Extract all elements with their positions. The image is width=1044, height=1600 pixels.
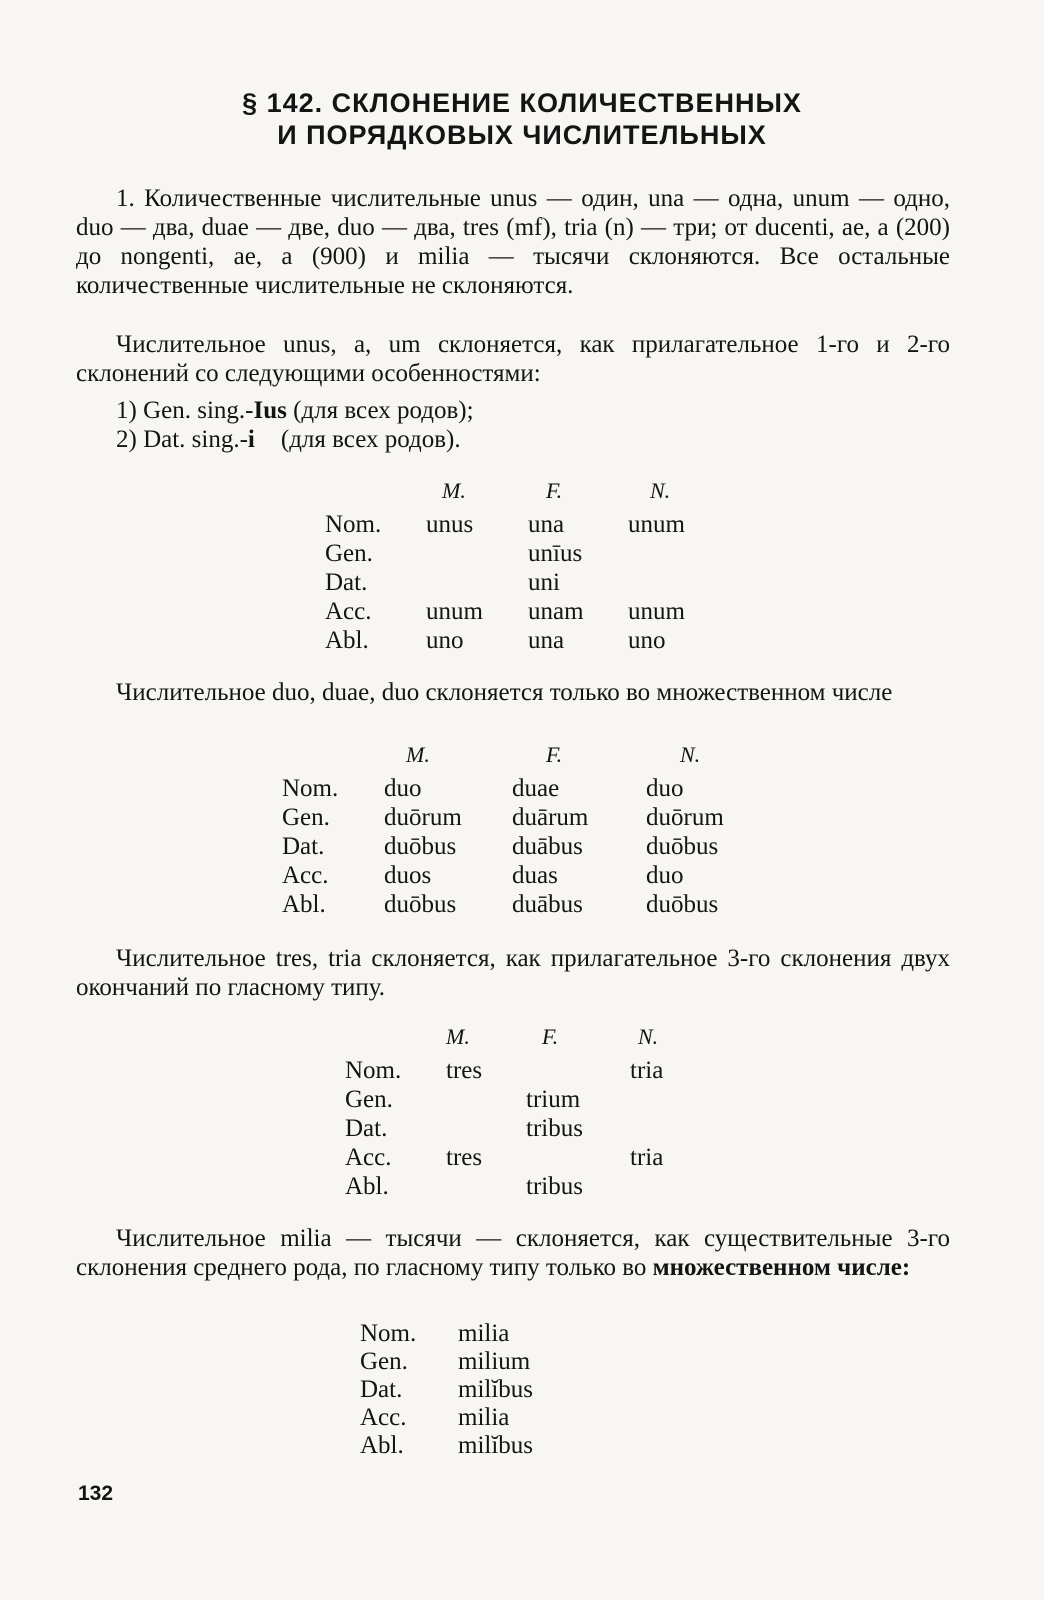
declension-form: duo <box>646 862 684 889</box>
declension-form: tres <box>446 1144 483 1171</box>
section-title-line-2: И ПОРЯДКОВЫХ ЧИСЛИТЕЛЬНЫХ <box>277 120 767 150</box>
declension-form: unum <box>426 598 483 625</box>
declension-form: uno <box>426 627 464 654</box>
case-label: Abl. <box>345 1173 389 1200</box>
declension-form: unus <box>426 511 474 538</box>
declension-form: duārum <box>512 804 589 831</box>
rule-2: 2) Dat. sing.-i (для всех родов). <box>116 426 461 453</box>
column-header: F. <box>546 742 563 767</box>
case-label: Abl. <box>282 891 326 918</box>
declension-form: uni <box>528 569 560 596</box>
declension-form: tres <box>446 1057 483 1084</box>
declension-form: unum <box>628 598 685 625</box>
declension-form: milĭbus <box>458 1376 534 1403</box>
case-label: Nom. <box>282 775 339 802</box>
declension-form: duos <box>384 862 432 889</box>
tres-paragraph <box>76 944 950 1002</box>
declension-form: duōbus <box>384 891 457 918</box>
case-label: Dat. <box>282 833 325 860</box>
case-label: Dat. <box>345 1115 388 1142</box>
page-number: 132 <box>78 1482 114 1505</box>
column-header: N. <box>638 1024 659 1049</box>
case-label: Gen. <box>282 804 330 831</box>
column-header: F. <box>546 478 563 503</box>
declension-form: duōbus <box>384 833 457 860</box>
duo-paragraph-text: Числительное duo, duae, duo склоняется только во множественном числе <box>116 679 893 706</box>
case-label: Nom. <box>345 1057 402 1084</box>
case-label: Gen. <box>325 540 373 567</box>
declension-form: milia <box>458 1320 510 1347</box>
milia-paragraph-bold: множественном числе: <box>652 1254 911 1281</box>
intro-paragraph-1 <box>76 184 950 300</box>
milia-paragraph-text: Числительное milia — тысячи — склоняется, как существительные 3-го склонения среднего рода, по гласному типу только во <box>76 1225 950 1281</box>
declension-form: duas <box>512 862 558 889</box>
duo-paragraph <box>76 678 950 707</box>
declension-form: unam <box>528 598 584 625</box>
declension-form: una <box>528 627 565 654</box>
declension-form: tribus <box>526 1115 583 1142</box>
declension-form: milĭbus <box>458 1432 534 1459</box>
case-label: Gen. <box>360 1348 408 1375</box>
column-header: N. <box>650 478 671 503</box>
milia-paragraph <box>76 1224 950 1282</box>
case-label: Acc. <box>345 1144 392 1171</box>
column-header: M. <box>446 1024 470 1049</box>
case-label: Acc. <box>325 598 372 625</box>
declension-form: duābus <box>512 833 583 860</box>
case-label: Abl. <box>325 627 369 654</box>
case-label: Nom. <box>360 1320 417 1347</box>
declension-form: duōbus <box>646 833 719 860</box>
case-label: Dat. <box>360 1376 403 1403</box>
declension-form: trium <box>526 1086 581 1113</box>
declension-form: duo <box>646 775 684 802</box>
declension-form: duābus <box>512 891 583 918</box>
case-label: Gen. <box>345 1086 393 1113</box>
declension-form: unīus <box>528 540 583 567</box>
declension-form: duōbus <box>646 891 719 918</box>
intro-paragraph-2 <box>76 330 950 388</box>
case-label: Acc. <box>360 1404 407 1431</box>
declension-form: tria <box>630 1144 664 1171</box>
declension-form: tria <box>630 1057 664 1084</box>
declension-form: uno <box>628 627 666 654</box>
declension-form: duōrum <box>384 804 462 831</box>
declension-form: una <box>528 511 565 538</box>
case-label: Dat. <box>325 569 368 596</box>
declension-form: unum <box>628 511 685 538</box>
declension-form: milia <box>458 1404 510 1431</box>
case-label: Abl. <box>360 1432 404 1459</box>
declension-form: duae <box>512 775 560 802</box>
intro-paragraph-2-text: Числительное unus, a, um склоняется, как прилагательное 1-го и 2-го склонений со следующими особенностями: <box>76 331 950 387</box>
case-label: Nom. <box>325 511 382 538</box>
case-label: Acc. <box>282 862 329 889</box>
declension-form: duōrum <box>646 804 724 831</box>
column-header: M. <box>442 478 466 503</box>
rule-1: 1) Gen. sing.-Ius (для всех родов); <box>116 397 474 424</box>
tres-paragraph-text: Числительное tres, tria склоняется, как прилагательное 3-го склонения двух окончаний по гласному типу. <box>76 945 950 1001</box>
column-header: F. <box>542 1024 559 1049</box>
column-header: N. <box>680 742 701 767</box>
intro-paragraph-1-text: 1. Количественные числительные unus — один, una — одна, unum — одно, duo — два, duae — две, duo — два, tres (mf), tria (n) — три; от ducenti, ae, a (200) до nongenti, ae, a (900) и milia — тысячи склоняются. Все остальные количественные числительные не склоняются. <box>76 185 950 299</box>
column-header: M. <box>406 742 430 767</box>
section-title-line-1: § 142. СКЛОНЕНИЕ КОЛИЧЕСТВЕННЫХ <box>242 88 802 118</box>
declension-form: tribus <box>526 1173 583 1200</box>
declension-form: duo <box>384 775 422 802</box>
declension-form: milium <box>458 1348 531 1375</box>
